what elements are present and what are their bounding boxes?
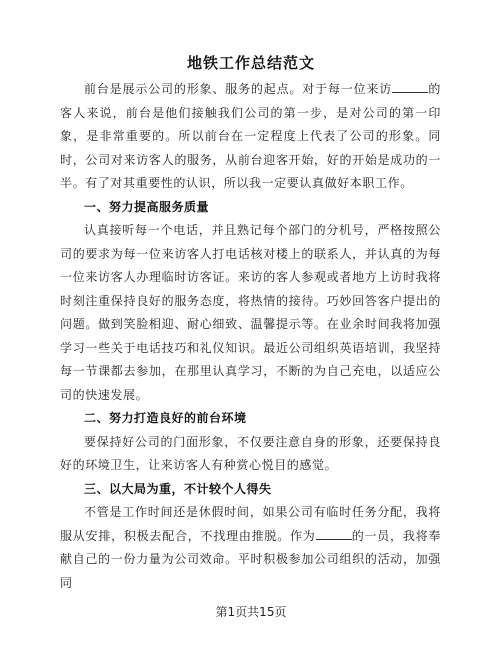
paragraph-environment: 要保持好公司的门面形象，不仅要注意自身的形象，还要保持良好的环境卫生，让来访客人有种赏心悦目的感觉。 <box>60 434 441 472</box>
paragraph-big-picture-part2: 的一员，我将奉献自己的一份力量为公司效命。平时积极参加公司组织的活动，加强同 <box>60 528 441 590</box>
paragraph-big-picture-part1: 不管是工作时间还是休假时间，如果公司有临时任务分配，我将服从安排，积极去配合，不找理由推脱。作为 <box>60 505 441 543</box>
page-number-footer: 第1页共15页 <box>215 605 287 619</box>
paragraph-intro-part2: 的客人来说，前台是他们接触我们公司的第一步，是对公司的第一印象，是非常重要的。所以前台在一定程度上代表了公司的形象。同时，公司对来访客人的服务，从前台迎客开始，好的开始是成功的一半。有了对其重要性的认识，所以我一定要认真做好本职工作。 <box>60 82 441 190</box>
fill-in-blank <box>392 80 428 93</box>
document-title: 地铁工作总结范文 <box>186 54 315 72</box>
fill-in-blank <box>316 527 352 540</box>
paragraph-big-picture <box>60 501 441 595</box>
section-heading-1: 一、努力提高服务质量 <box>84 199 210 214</box>
paragraph-intro-part1: 前台是展示公司的形象、服务的起点。对于每一位来访 <box>84 82 393 96</box>
paragraph-intro <box>60 78 441 196</box>
paragraph-service-quality: 认真接听每一个电话，并且熟记每个部门的分机号，严格按照公司的要求为每一位来访客人打电话核对楼上的联系人，并认真的为每一位来访客人办理临时访客证。来访的客人参观或者地方上访时我将时刻注重保持良好的服务态度，将热情的接待。巧妙回答客户提出的问题。做到笑脸相迎、耐心细致、温馨提示等。在业余时间我将加强学习一些关于电话技巧和礼仪知识。最近公司组织英语培训，我坚持每一节课都去参加，在那里认真学习，不断的为自己充电，以适应公司的快速发展。 <box>60 223 441 402</box>
document-body <box>60 78 441 595</box>
section-heading-2: 二、努力打造良好的前台环境 <box>84 411 247 425</box>
section-heading-3: 三、以大局为重，不计较个人得失 <box>84 481 272 496</box>
